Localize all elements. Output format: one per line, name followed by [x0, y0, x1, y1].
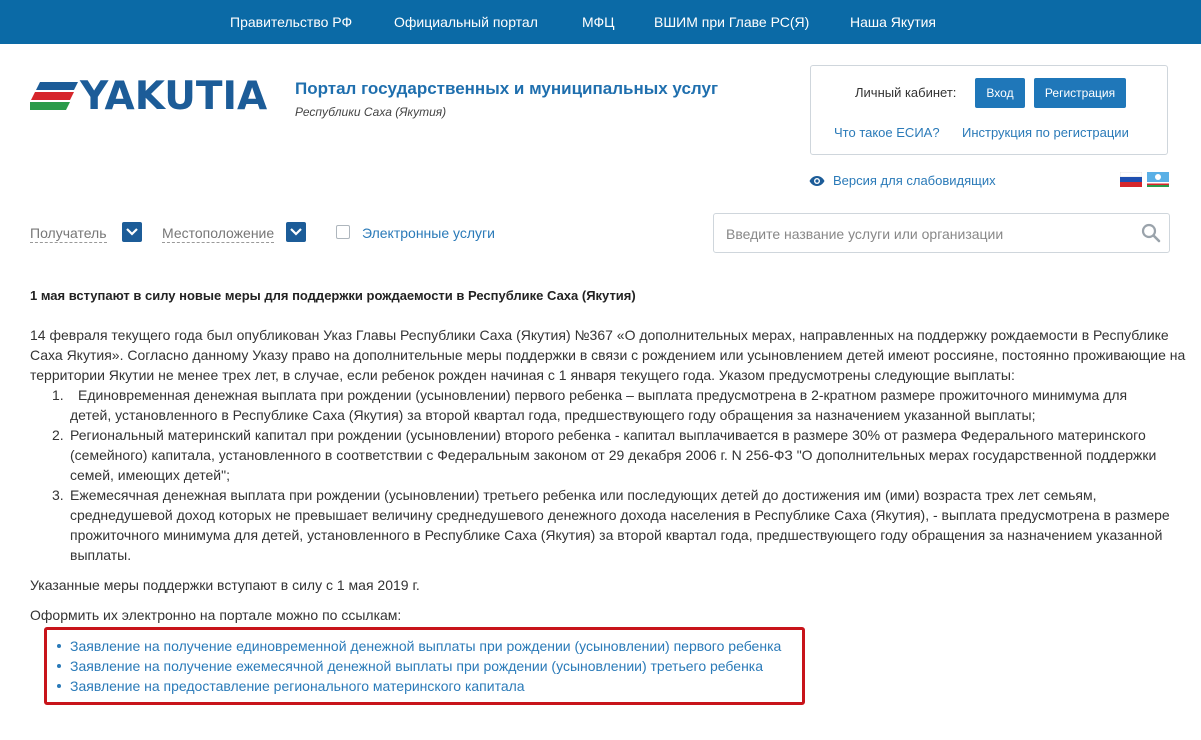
yakutia-logo[interactable]: [30, 74, 270, 119]
list-item-number: 3.: [52, 487, 64, 503]
list-item: [55, 676, 781, 696]
location-filter-label[interactable]: Местоположение: [162, 225, 275, 241]
russian-flag-icon[interactable]: [1120, 172, 1142, 187]
low-vision-label: Версия для слабовидящих: [833, 173, 996, 188]
list-item: [30, 425, 1170, 485]
location-dropdown-toggle[interactable]: [286, 222, 306, 242]
sakha-flag-icon[interactable]: [1147, 172, 1169, 187]
logo-stripes-icon: [30, 80, 78, 114]
registration-instruction-link[interactable]: Инструкция по регистрации: [962, 125, 1129, 140]
list-item-number: 2.: [52, 427, 64, 443]
payments-list: [30, 385, 1170, 565]
list-item: [55, 656, 781, 676]
logo-wordmark: YAKUTIA: [80, 74, 268, 119]
search-icon[interactable]: [1141, 223, 1161, 243]
article-intro: 14 февраля текущего года был опубликован Указ Главы Республики Саха (Якутия) №367 «О дополнительных мерах, направленных на поддержку рождаемости в Республике Саха Якутия». Согласно данному Указу право на дополнительные меры поддержки в связи с рождением или усыновлением детей имеют россияне, постоянно проживающие на территории Якутии не менее трех лет, в случае, если ребенок рожден начиная с 1 января текущего года. Указом предусмотрены следующие выплаты:: [30, 327, 1186, 383]
article-headline: 1 мая вступают в силу новые меры для поддержки рождаемости в Республике Саха (Якутия): [30, 288, 636, 303]
list-item: [55, 636, 781, 656]
list-item-text: Единовременная денежная выплата при рождении (усыновлении) первого ребенка – выплата предусмотрена в 2-кратном размере прожиточного минимума для детей, установленного в Республике Саха (Якутия) за второй квартал года, предшествующего году обращения за назначением указанной выплаты;: [70, 387, 1128, 423]
list-item-text: Региональный материнский капитал при рождении (усыновлении) второго ребенка - капитал выплачивается в размере 30% от размера Федерального материнского (семейного) капитала, установленного в соответствии с Федеральным законом от 29 декабря 2006 г. N 256-ФЗ "О дополнительных мерах государственной поддержки семей, имеющих детей";: [70, 427, 1157, 483]
recipient-dropdown-toggle[interactable]: [122, 222, 142, 242]
third-child-monthly-payment-application-link[interactable]: Заявление на получение ежемесячной денежной выплаты при рождении (усыновлении) третьего ребенка: [70, 658, 764, 674]
regional-maternity-capital-application-link[interactable]: Заявление на предоставление регионального материнского капитала: [70, 678, 525, 694]
effective-date-text: Указанные меры поддержки вступают в силу с 1 мая 2019 г.: [30, 577, 420, 593]
top-navigation-bar: [0, 0, 1201, 44]
login-button[interactable]: Вход: [975, 78, 1025, 108]
portal-subtitle: Республики Саха (Якутия): [295, 105, 447, 119]
chevron-down-icon: [125, 226, 139, 238]
application-links-list: [55, 636, 781, 696]
register-button[interactable]: Регистрация: [1034, 78, 1126, 108]
nav-link-government[interactable]: Правительство РФ: [230, 14, 353, 30]
eye-icon: [809, 175, 825, 187]
nav-link-official-portal[interactable]: Официальный портал: [394, 14, 538, 30]
list-item-number: 1.: [52, 387, 64, 403]
nav-link-vshim[interactable]: ВШИМ при Главе РС(Я): [654, 14, 810, 30]
recipient-filter-label[interactable]: Получатель: [30, 225, 107, 241]
chevron-down-icon: [289, 226, 303, 238]
personal-account-panel: [810, 65, 1168, 155]
nav-link-mfc[interactable]: МФЦ: [582, 14, 615, 30]
portal-title: Портал государственных и муниципальных услуг: [295, 79, 719, 98]
list-item-text: Ежемесячная денежная выплата при рождении (усыновлении) третьего ребенка или последующих детей до достижения им (ими) возраста трех лет семьям, среднедушевой доход которых не превышает величину среднедушевого денежного дохода населения в Республике Саха (Якутия), - выплата предусмотрена в размере прожиточного минимума для детей, установленного в Республике Саха (Якутия) за второй квартал года, предшествующего году обращения за назначением указанной выплаты.: [70, 487, 1170, 563]
list-item: [30, 385, 1170, 425]
service-search-input[interactable]: [724, 222, 1128, 246]
personal-account-label: Личный кабинет:: [855, 85, 957, 100]
first-child-payment-application-link[interactable]: Заявление на получение единовременной денежной выплаты при рождении (усыновлении) первого ребенка: [70, 638, 782, 654]
list-item: [30, 485, 1170, 565]
links-intro-text: Оформить их электронно на портале можно по ссылкам:: [30, 607, 402, 623]
what-is-esia-link[interactable]: Что такое ЕСИА?: [834, 125, 940, 140]
service-search-box: [713, 213, 1170, 253]
electronic-services-checkbox[interactable]: [336, 225, 350, 239]
nav-link-our-yakutia[interactable]: Наша Якутия: [850, 14, 937, 30]
electronic-services-label[interactable]: Электронные услуги: [362, 225, 495, 241]
